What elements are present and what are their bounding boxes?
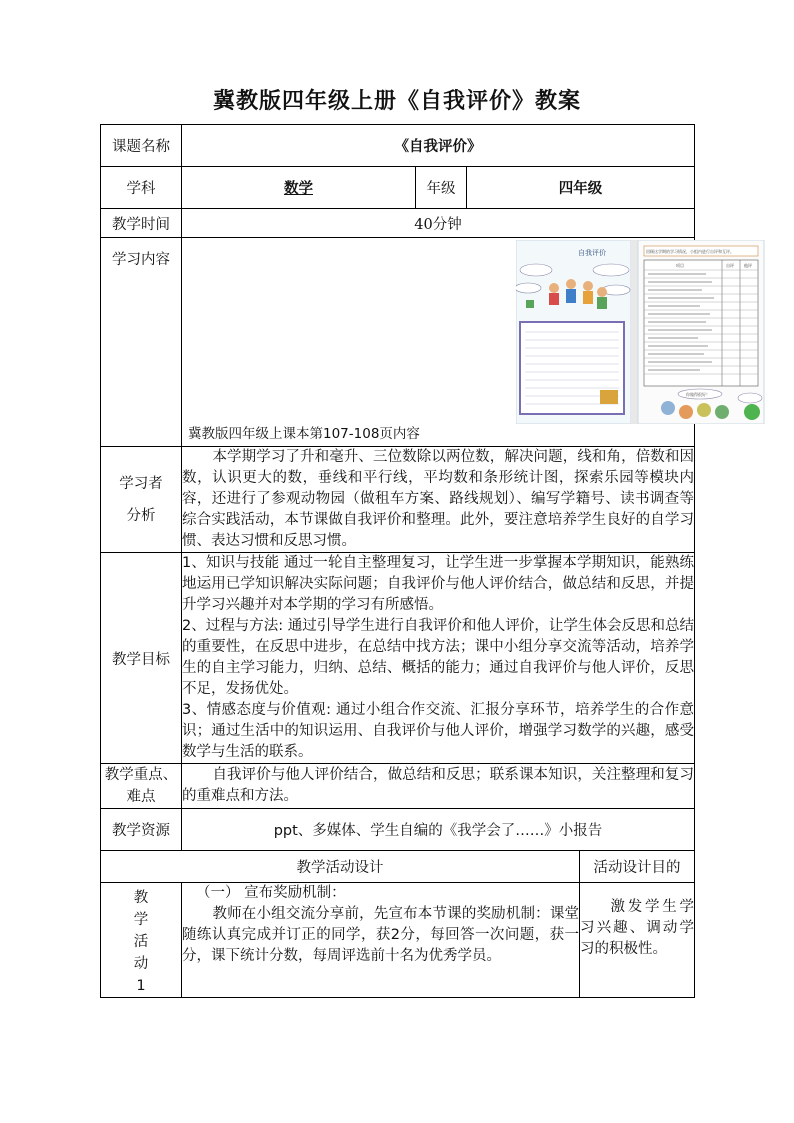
time-value: 40分钟 — [182, 209, 695, 238]
activity1-label-char: 教 — [133, 890, 149, 906]
analysis-text: 本学期学习了升和毫升、三位数除以两位数，解决问题，线和角，倍数和因数，认识更大的数，垂线和平行线，平均数和条形统计图，探索乐园等模块内容，还进行了参观动物园（做租车方案、路线规划）、编写学籍号、读书调查等综合实践活动，本节课做自我评价和整理。此外，要注意培养学生良好的自学习惯、表达习惯和反思习惯。 — [182, 447, 695, 553]
goal-attitude: 3、情感态度与价值观: 通过小组合作交流、汇报分享环节，培养学生的合作意识；通过生活中的知识运用、自我评价与他人评价，增强学习数学的兴趣，感受数学与生活的联系。 — [182, 702, 694, 760]
time-label: 教学时间 — [101, 209, 182, 238]
resources-value: ppt、多媒体、学生自编的《我学会了……》小报告 — [182, 809, 695, 851]
activity1-label — [101, 883, 182, 998]
content-cell — [182, 238, 752, 447]
evaluation-table — [644, 260, 758, 386]
student-figure — [566, 279, 576, 289]
goals-cell — [182, 553, 695, 764]
student-figure — [566, 289, 576, 303]
analysis-label — [101, 447, 182, 553]
design-header-left: 教学活动设计 — [101, 851, 580, 883]
goal-knowledge: 1、知识与技能 通过一轮自主整理复习，让学生进一步掌握本学期知识，能熟练地运用已学知识解决实际问题；自我评价与他人评价结合，做总结和反思，并提升学习兴趣并对本学期的学习有所感悟。 — [182, 555, 694, 613]
keypoints-label — [101, 764, 182, 809]
content-label: 学习内容 — [101, 238, 182, 447]
student-figure — [597, 287, 607, 297]
keypoints-text: 自我评价与他人评价结合，做总结和反思；联系课本知识，关注整理和复习的重难点和方法。 — [182, 764, 695, 809]
student-figure — [549, 293, 559, 305]
grade-label: 年级 — [416, 167, 467, 209]
activity1-purpose: 激发学生学习兴趣、调动学习的积极性。 — [580, 883, 695, 998]
design-header-right: 活动设计目的 — [580, 851, 695, 883]
lesson-plan-table — [100, 124, 752, 998]
eval-col-self: 自评 — [726, 263, 734, 268]
analysis-label-line2: 分析 — [126, 507, 156, 524]
speech-bubble — [516, 283, 541, 293]
activity1-heading: （一） 宣布奖励机制： — [196, 885, 346, 901]
analysis-label-line1: 学习者 — [119, 475, 163, 492]
row-goals — [101, 553, 695, 764]
activity1-text: 教师在小组交流分享前，先宣布本节课的奖励机制：课堂随练认真完成并订正的同学，获2分，每回答一次问题，获一分，课下统计分数，每周评选前十名为优秀学员。 — [182, 906, 579, 964]
student-figure — [715, 405, 729, 419]
row-keypoints — [101, 764, 695, 809]
mascot-figure — [526, 300, 534, 308]
mascot-caption: 你做得很好！ — [686, 392, 710, 397]
activity1-label-char: 1 — [136, 978, 146, 994]
eval-col-item: 项目 — [676, 263, 684, 268]
book-icon — [600, 390, 618, 404]
page-spine — [631, 240, 638, 424]
activity1-cell — [182, 883, 580, 998]
activity1-label-char: 学 — [133, 912, 149, 928]
student-figure — [597, 297, 607, 309]
topic-value: 《自我评价》 — [182, 125, 695, 167]
goals-label: 教学目标 — [101, 553, 182, 764]
speech-bubble — [738, 393, 762, 403]
row-resources — [101, 809, 695, 851]
row-time — [101, 209, 695, 238]
eval-col-peer: 他评 — [744, 263, 752, 268]
row-subject — [101, 167, 695, 209]
activity1-label-char: 活 — [133, 934, 149, 950]
grade-value: 四年级 — [467, 167, 695, 209]
keypoints-label-line1: 教学重点、 — [104, 767, 178, 783]
row-content — [101, 238, 695, 447]
subject-label: 学科 — [101, 167, 182, 209]
textbook-pages-image — [516, 240, 794, 424]
document-title: 冀教版四年级上册《自我评价》教案 — [212, 88, 581, 114]
activity1-label-char: 动 — [133, 956, 149, 972]
row-design-header — [101, 851, 695, 883]
content-caption: 冀教版四年级上课本第107-108页内容 — [188, 426, 420, 442]
right-page-header: 回顾这学期的学习情况，小组内进行自评和互评。 — [646, 249, 734, 254]
topic-label: 课题名称 — [101, 125, 182, 167]
left-page-title: 自我评价 — [578, 249, 606, 257]
frog-mascot — [744, 404, 760, 420]
student-figure — [583, 281, 593, 291]
goal-process: 2、过程与方法: 通过引导学生进行自我评价和他人评价，让学生体会反思和总结的重要性，在反思中进步，在总结中找方法；课中小组分享交流等活动，培养学生的自主学习能力，归纳、总结、概括的能力；通过自我评价与他人评价，反思不足，发扬优处。 — [182, 618, 694, 697]
student-figure — [661, 401, 675, 415]
row-analysis — [101, 447, 695, 553]
student-figure — [583, 291, 593, 304]
subject-value: 数学 — [182, 167, 416, 209]
student-figure — [549, 283, 559, 293]
resources-label: 教学资源 — [101, 809, 182, 851]
speech-bubble — [593, 264, 629, 276]
row-activity-1 — [101, 883, 695, 998]
keypoints-label-line2: 难点 — [126, 789, 156, 805]
row-topic — [101, 125, 695, 167]
student-figure — [679, 405, 693, 419]
student-figure — [697, 403, 711, 417]
speech-bubble — [520, 264, 552, 276]
